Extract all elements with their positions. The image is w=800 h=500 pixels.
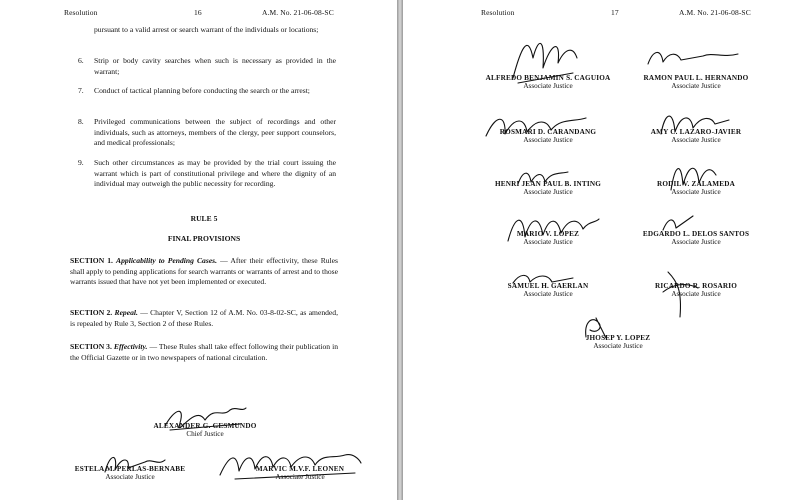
signatory-caguioa: ALFREDO BENJAMIN S. CAGUIOA Associate Justice xyxy=(485,74,611,90)
list-item: pursuant to a valid arrest or search warrant of the individuals or locations; xyxy=(94,25,319,34)
signatory-leonen: MARVIC M.V.F. LEONEN Associate Justice xyxy=(255,465,345,481)
signatory-delos-santos: EDGARDO L. DELOS SANTOS Associate Justice xyxy=(642,230,750,246)
signatory-rosario: RICARDO R. ROSARIO Associate Justice xyxy=(654,282,738,298)
page-number: 16 xyxy=(194,8,202,17)
section-1: SECTION 1. Applicability to Pending Cases. — After their effectivity, these Rules shall apply to pending applications for search warrants or warrants of arrest and to those warrants issued that have not yet been implemented or executed. xyxy=(70,256,338,287)
signatory-mario-lopez: MARIO V. LOPEZ Associate Justice xyxy=(516,230,580,246)
document-number: A.M. No. 21-06-08-SC xyxy=(262,8,334,17)
section-2: SECTION 2. Repeal. — Chapter V, Section 12 of A.M. No. 03-8-02-SC, as amended, is repealed by Rule 3, Section 2 of these Rules. xyxy=(70,308,338,328)
signatory-carandang: ROSMARI D. CARANDANG Associate Justice xyxy=(499,128,597,144)
signatory-hernando: RAMON PAUL L. HERNANDO Associate Justice xyxy=(643,74,749,90)
page-number: 17 xyxy=(611,8,619,17)
document-page-17 xyxy=(403,0,800,500)
signatory-jhosep-lopez: JHOSEP Y. LOPEZ Associate Justice xyxy=(585,334,651,350)
list-item: 6. Strip or body cavity searches when such is necessary as provided in the warrant; xyxy=(78,56,336,76)
document-page-16 xyxy=(0,0,397,500)
signatory-lazaro-javier: AMY C. LAZARO-JAVIER Associate Justice xyxy=(650,128,742,144)
list-item: 7. Conduct of tactical planning before conducting the search or the arrest; xyxy=(78,86,310,95)
signatory-inting: HENRI JEAN PAUL B. INTING Associate Justice xyxy=(494,180,602,196)
list-item: 9. Such other circumstances as may be provided by the trial court issuing the warrant which is part of constitutional privilege and where the dignity of an individual may outweigh the public necessity for recording. xyxy=(78,158,336,189)
signature-mark xyxy=(643,42,743,72)
rule-title: RULE 5 xyxy=(190,214,218,223)
header-label: Resolution xyxy=(64,8,98,17)
signatory-zalameda: RODIL V. ZALAMEDA Associate Justice xyxy=(656,180,736,196)
rule-subtitle: FINAL PROVISIONS xyxy=(167,234,241,243)
list-item: 8. Privileged communications between the subject of recordings and other individuals, such as attorneys, members of the clergy, peer support counselors, and medical professionals; xyxy=(78,117,336,148)
signatory-perlas-bernabe: ESTELA M. PERLAS-BERNABE Associate Justice xyxy=(74,465,186,481)
signatory-chief-justice: ALEXANDER G. GESMUNDO Chief Justice xyxy=(153,422,257,438)
section-3: SECTION 3. Effectivity. — These Rules shall take effect following their publication in the Official Gazette or in two newspapers of national circulation. xyxy=(70,342,338,362)
header-label: Resolution xyxy=(481,8,515,17)
signatory-gaerlan: SAMUEL H. GAERLAN Associate Justice xyxy=(507,282,589,298)
document-number: A.M. No. 21-06-08-SC xyxy=(679,8,751,17)
